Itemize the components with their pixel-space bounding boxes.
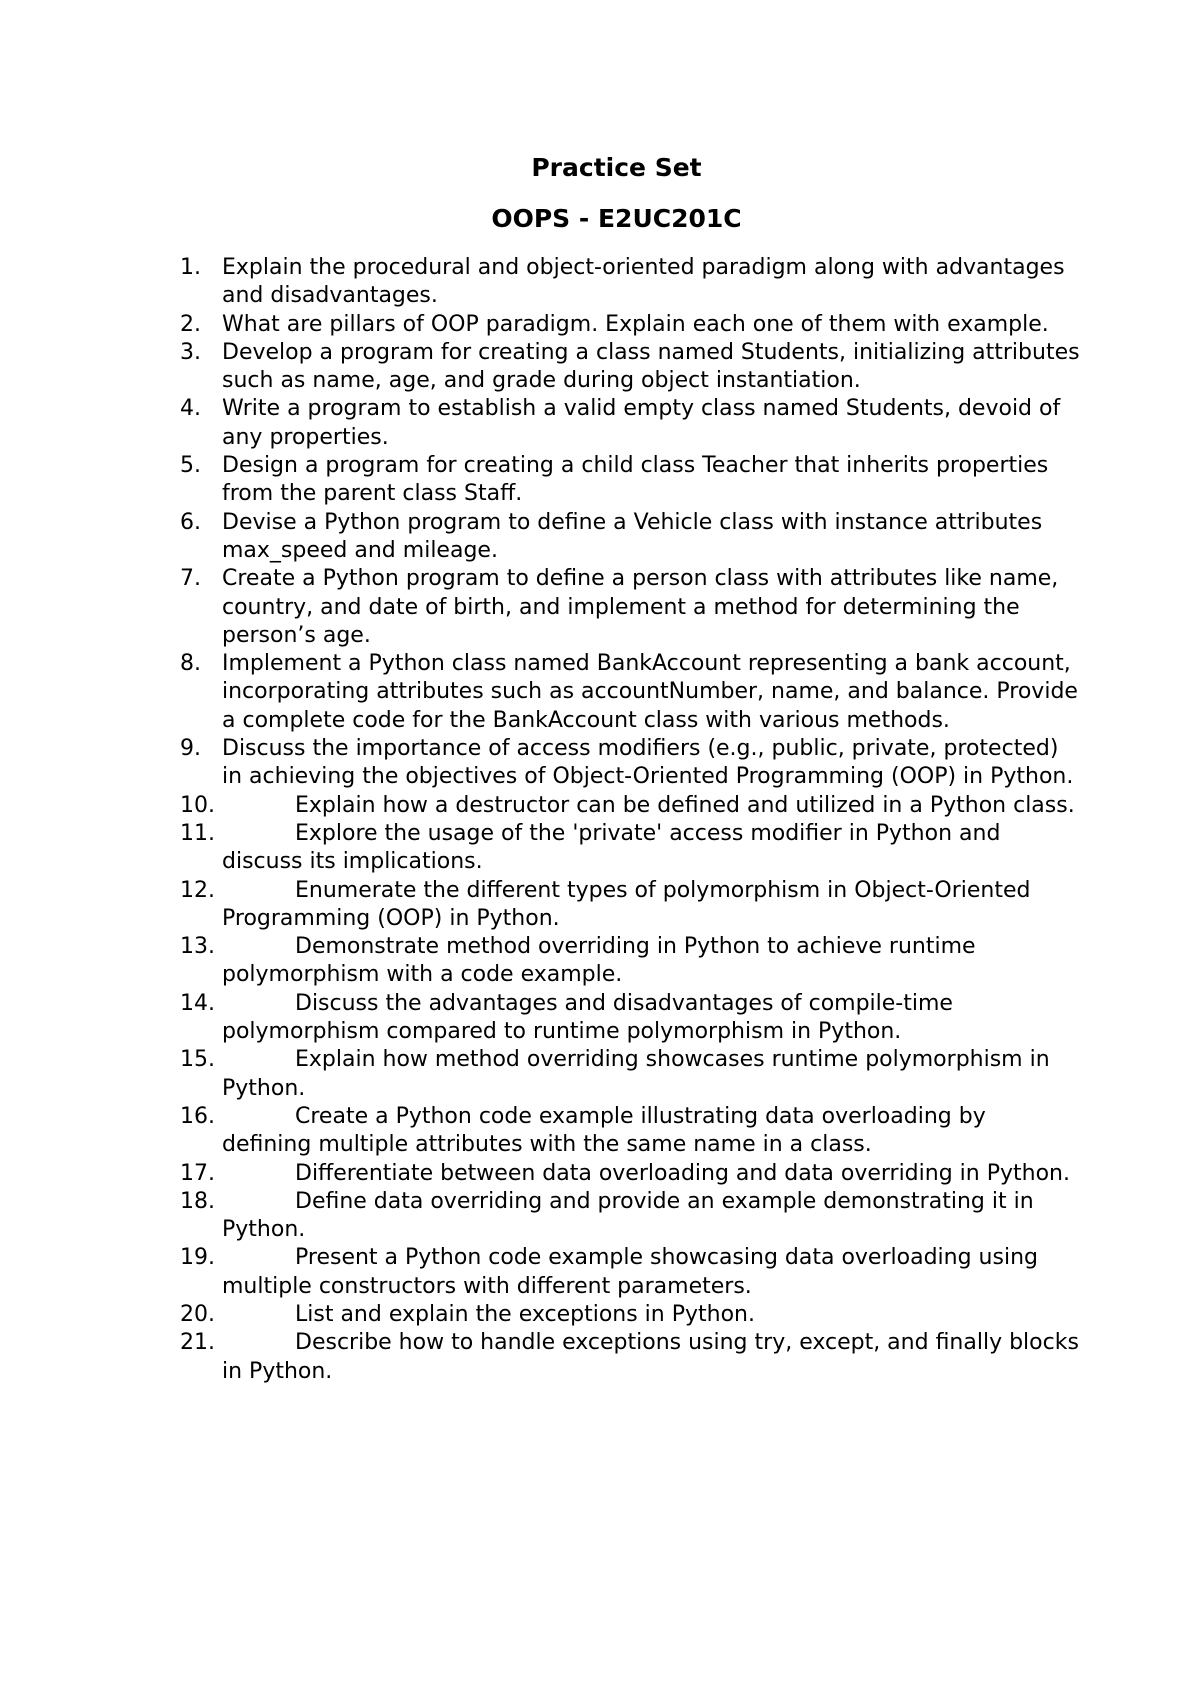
list-item: [180, 877, 1080, 934]
list-item: [180, 1046, 1080, 1103]
question-text: Create a Python program to define a person class with attributes like name, country, and date of birth, and implement a method for determining the person’s age.: [222, 566, 1059, 648]
question-text: Design a program for creating a child class Teacher that inherits properties from the parent class Staff.: [222, 453, 1049, 507]
list-item: [180, 735, 1080, 792]
list-item: [180, 1301, 1080, 1329]
question-text: Demonstrate method overriding in Python to achieve runtime polymorphism with a code example.: [222, 934, 976, 988]
list-item: [180, 452, 1080, 509]
question-number: 20.: [180, 1301, 215, 1327]
question-number: 6.: [180, 509, 201, 535]
question-number: 19.: [180, 1245, 215, 1271]
question-number: 16.: [180, 1103, 215, 1129]
question-text: Explain how a destructor can be defined and utilized in a Python class.: [295, 792, 1075, 818]
list-item: [180, 395, 1080, 452]
list-item: [180, 339, 1080, 396]
question-text: Devise a Python program to define a Vehicle class with instance attributes max_speed and mileage.: [222, 509, 1043, 563]
question-list: [180, 254, 1080, 1386]
question-text: Define data overriding and provide an example demonstrating it in Python.: [222, 1188, 1034, 1243]
question-number: 8.: [180, 651, 201, 677]
question-number: 7.: [180, 566, 201, 592]
question-text: Implement a Python class named BankAccount representing a bank account, incorporating attributes such as accountNumber, name, and balance. Provide a complete code for the BankAccount class with various methods.: [222, 651, 1078, 733]
question-text: Discuss the advantages and disadvantages of compile-time polymorphism compared to runtime polymorphism in Python.: [222, 990, 953, 1045]
question-number: 12.: [180, 877, 215, 903]
list-item: [180, 933, 1080, 990]
question-number: 3.: [180, 339, 201, 365]
question-number: 9.: [180, 736, 201, 762]
list-item: [180, 254, 1080, 311]
question-number: 21.: [180, 1330, 215, 1356]
list-item: [180, 792, 1080, 820]
question-text: List and explain the exceptions in Python.: [295, 1301, 755, 1327]
question-text: Differentiate between data overloading and data overriding in Python.: [295, 1160, 1070, 1186]
question-text: Develop a program for creating a class named Students, initializing attributes such as name, age, and grade during object instantiation.: [222, 339, 1080, 394]
document-subtitle: OOPS - E2UC201C: [491, 204, 742, 233]
question-number: 2.: [180, 311, 201, 337]
question-number: 5.: [180, 453, 201, 479]
list-item: [180, 1329, 1080, 1386]
question-number: 17.: [180, 1160, 215, 1186]
question-text: Explain how method overriding showcases runtime polymorphism in Python.: [222, 1047, 1050, 1101]
question-text: Discuss the importance of access modifiers (e.g., public, private, protected) in achieving the objectives of Object-Oriented Programming (OOP) in Python.: [222, 736, 1074, 790]
question-number: 4.: [180, 396, 201, 422]
list-item: [180, 509, 1080, 566]
list-item: [180, 1103, 1080, 1160]
question-number: 13.: [180, 934, 215, 960]
question-text: Write a program to establish a valid empty class named Students, devoid of any properties.: [222, 396, 1061, 450]
question-number: 14.: [180, 990, 215, 1016]
list-item: [180, 650, 1080, 735]
list-item: [180, 1188, 1080, 1245]
list-item: [180, 990, 1080, 1047]
question-text: Create a Python code example illustrating data overloading by defining multiple attributes with the same name in a class.: [222, 1103, 986, 1158]
question-number: 18.: [180, 1188, 215, 1214]
question-text: Explain the procedural and object-oriented paradigm along with advantages and disadvantages.: [222, 255, 1065, 309]
question-number: 10.: [180, 792, 215, 818]
question-text: Describe how to handle exceptions using try, except, and finally blocks in Python.: [222, 1330, 1079, 1384]
question-number: 11.: [180, 820, 215, 846]
question-text: What are pillars of OOP paradigm. Explain each one of them with example.: [222, 311, 1049, 337]
document-title: Practice Set: [531, 153, 702, 182]
list-item: [180, 1160, 1080, 1188]
question-text: Enumerate the different types of polymorphism in Object-Oriented Programming (OOP) in Python.: [222, 877, 1031, 931]
question-text: Explore the usage of the 'private' access modifier in Python and discuss its implications.: [222, 820, 1001, 875]
list-item: [180, 820, 1080, 877]
list-item: [180, 565, 1080, 650]
question-number: 1.: [180, 255, 201, 280]
list-item: [180, 311, 1080, 339]
question-number: 15.: [180, 1047, 215, 1073]
list-item: [180, 1244, 1080, 1301]
question-text: Present a Python code example showcasing data overloading using multiple constructors with different parameters.: [222, 1245, 1038, 1299]
